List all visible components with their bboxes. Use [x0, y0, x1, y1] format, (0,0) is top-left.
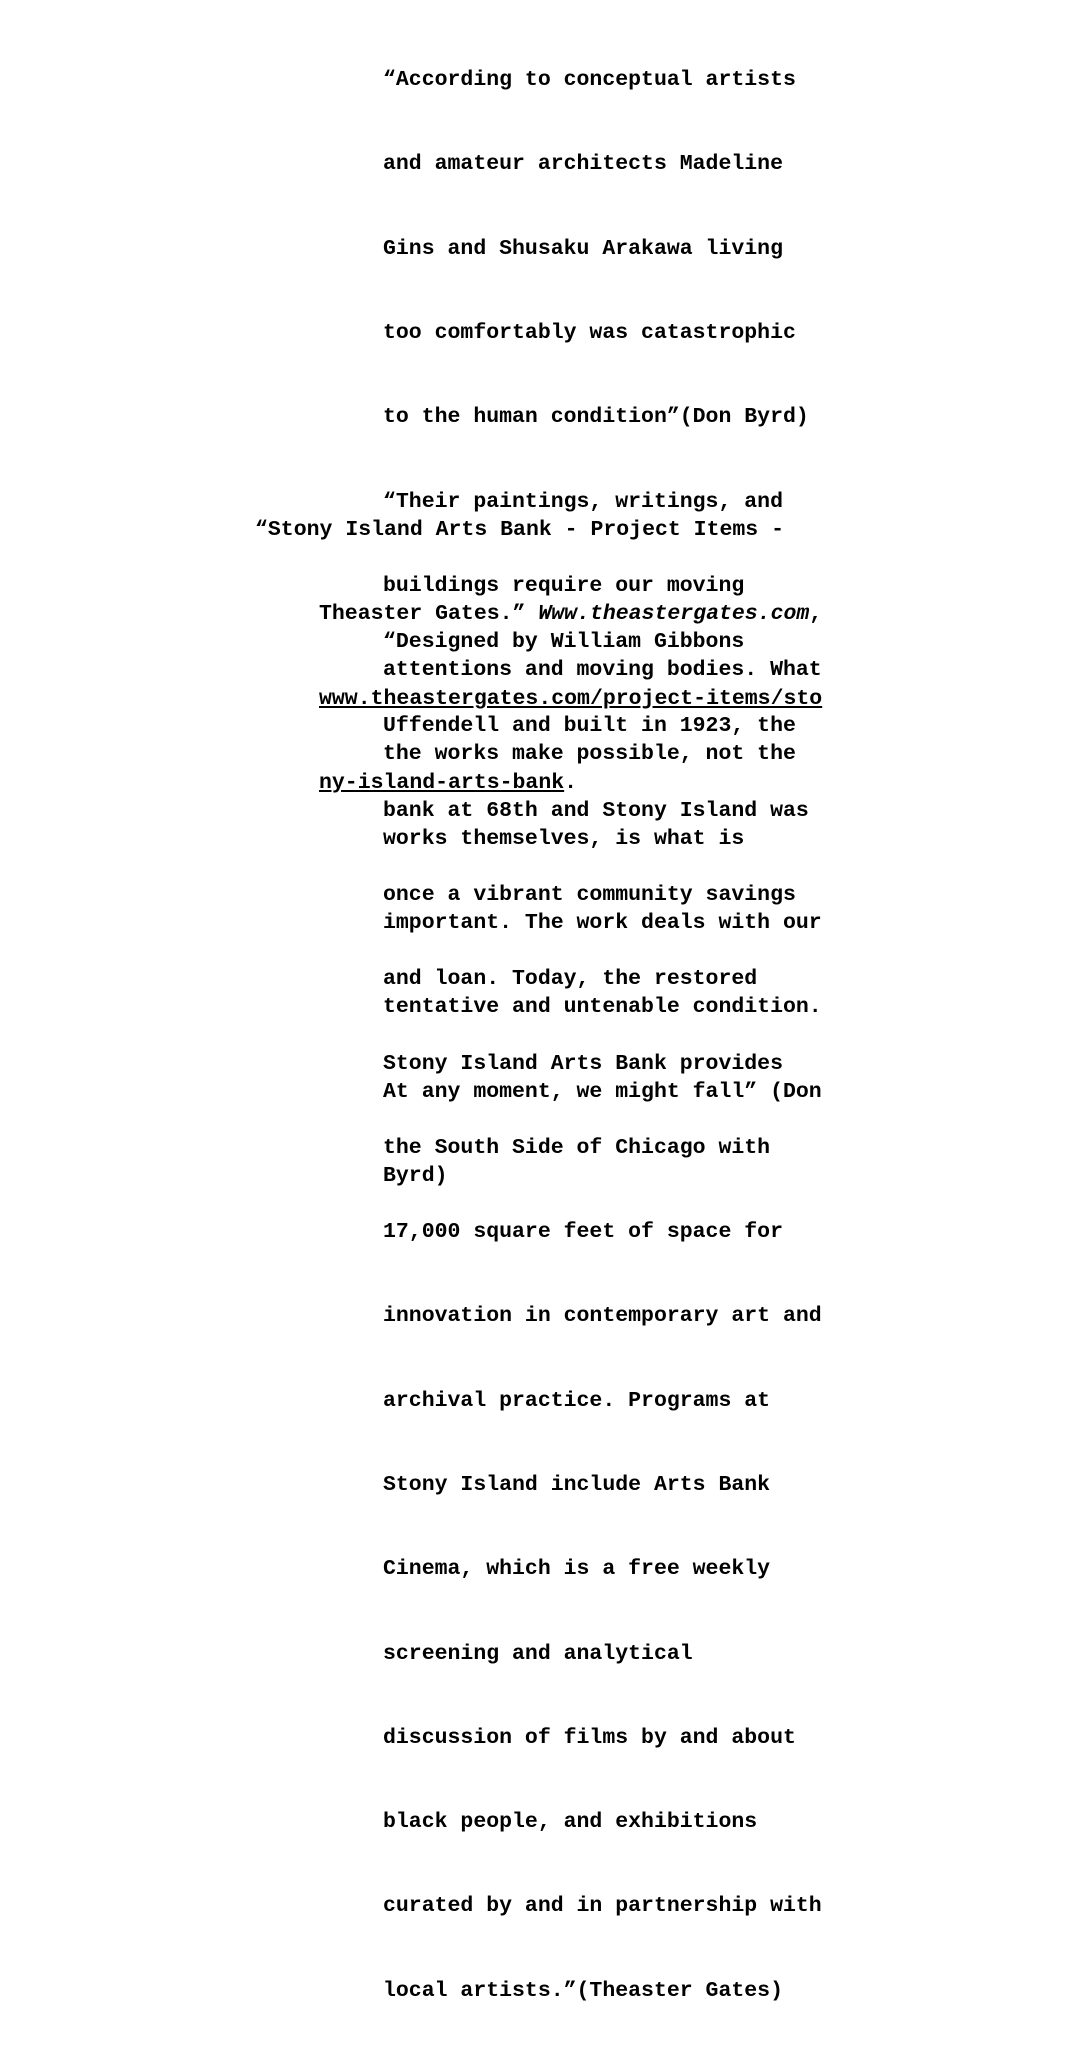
annotation-line: screening and analytical [383, 1641, 693, 1666]
annotation-line: Stony Island Arts Bank provides [383, 1051, 783, 1076]
annotation-line: “According to conceptual artists [383, 68, 796, 93]
annotation-line: “Designed by William Gibbons [383, 630, 745, 655]
annotation-line: too comfortably was catastrophic [383, 321, 796, 346]
annotation-line: important. The work deals with our [383, 911, 822, 935]
annotation-line: At any moment, we might fall” (Don [383, 1079, 822, 1104]
annotation-line: innovation in contemporary art and [383, 1304, 822, 1329]
citation-website-name: Www.theastergates.com [538, 602, 810, 627]
annotation-line: the works make possible, not the [383, 742, 796, 767]
annotation-line: Byrd) [383, 1163, 448, 1188]
annotation-line: Cinema, which is a free weekly [383, 1557, 771, 1582]
annotation-line: to the human condition”(Don Byrd) [383, 405, 809, 430]
annotation-line: bank at 68th and Stony Island was [383, 798, 809, 823]
citation-url-link[interactable]: ny-island-arts-bank [319, 771, 565, 796]
annotation-line: black people, and exhibitions [383, 1810, 758, 1835]
annotation-line: tentative and untenable condition. [383, 995, 822, 1020]
citation-title-line: “Stony Island Arts Bank - Project Items - [255, 518, 784, 543]
annotation-line: archival practice. Programs at [383, 1388, 771, 1413]
annotation-line: the South Side of Chicago with [383, 1135, 771, 1160]
annotation-arts-bank [383, 572, 833, 2061]
annotation-line: Uffendell and built in 1923, the [383, 714, 796, 739]
annotation-line: buildings require our moving [383, 573, 745, 598]
annotation-line: and loan. Today, the restored [383, 967, 758, 992]
citation-comma: , [809, 602, 823, 627]
annotation-line: curated by and in partnership with [383, 1894, 822, 1919]
annotation-line: discussion of films by and about [383, 1725, 796, 1750]
annotation-line: 17,000 square feet of space for [383, 1220, 783, 1245]
annotation-line: attentions and moving bodies. What [383, 658, 822, 683]
citation-title-end: Theaster Gates.” [319, 602, 539, 627]
annotation-line: Gins and Shusaku Arakawa living [383, 236, 783, 261]
annotation-line: works themselves, is what is [383, 826, 745, 851]
annotation-line: and amateur architects Madeline [383, 152, 783, 177]
annotation-line: local artists.”(Theaster Gates) [383, 1978, 783, 2003]
annotation-line: “Their paintings, writings, and [383, 489, 783, 514]
citation-period: . [564, 771, 578, 796]
citation-url-link[interactable]: www.theastergates.com/project-items/sto [319, 686, 823, 711]
annotation-line: once a vibrant community savings [383, 883, 796, 908]
annotation-line: Stony Island include Arts Bank [383, 1473, 771, 1497]
